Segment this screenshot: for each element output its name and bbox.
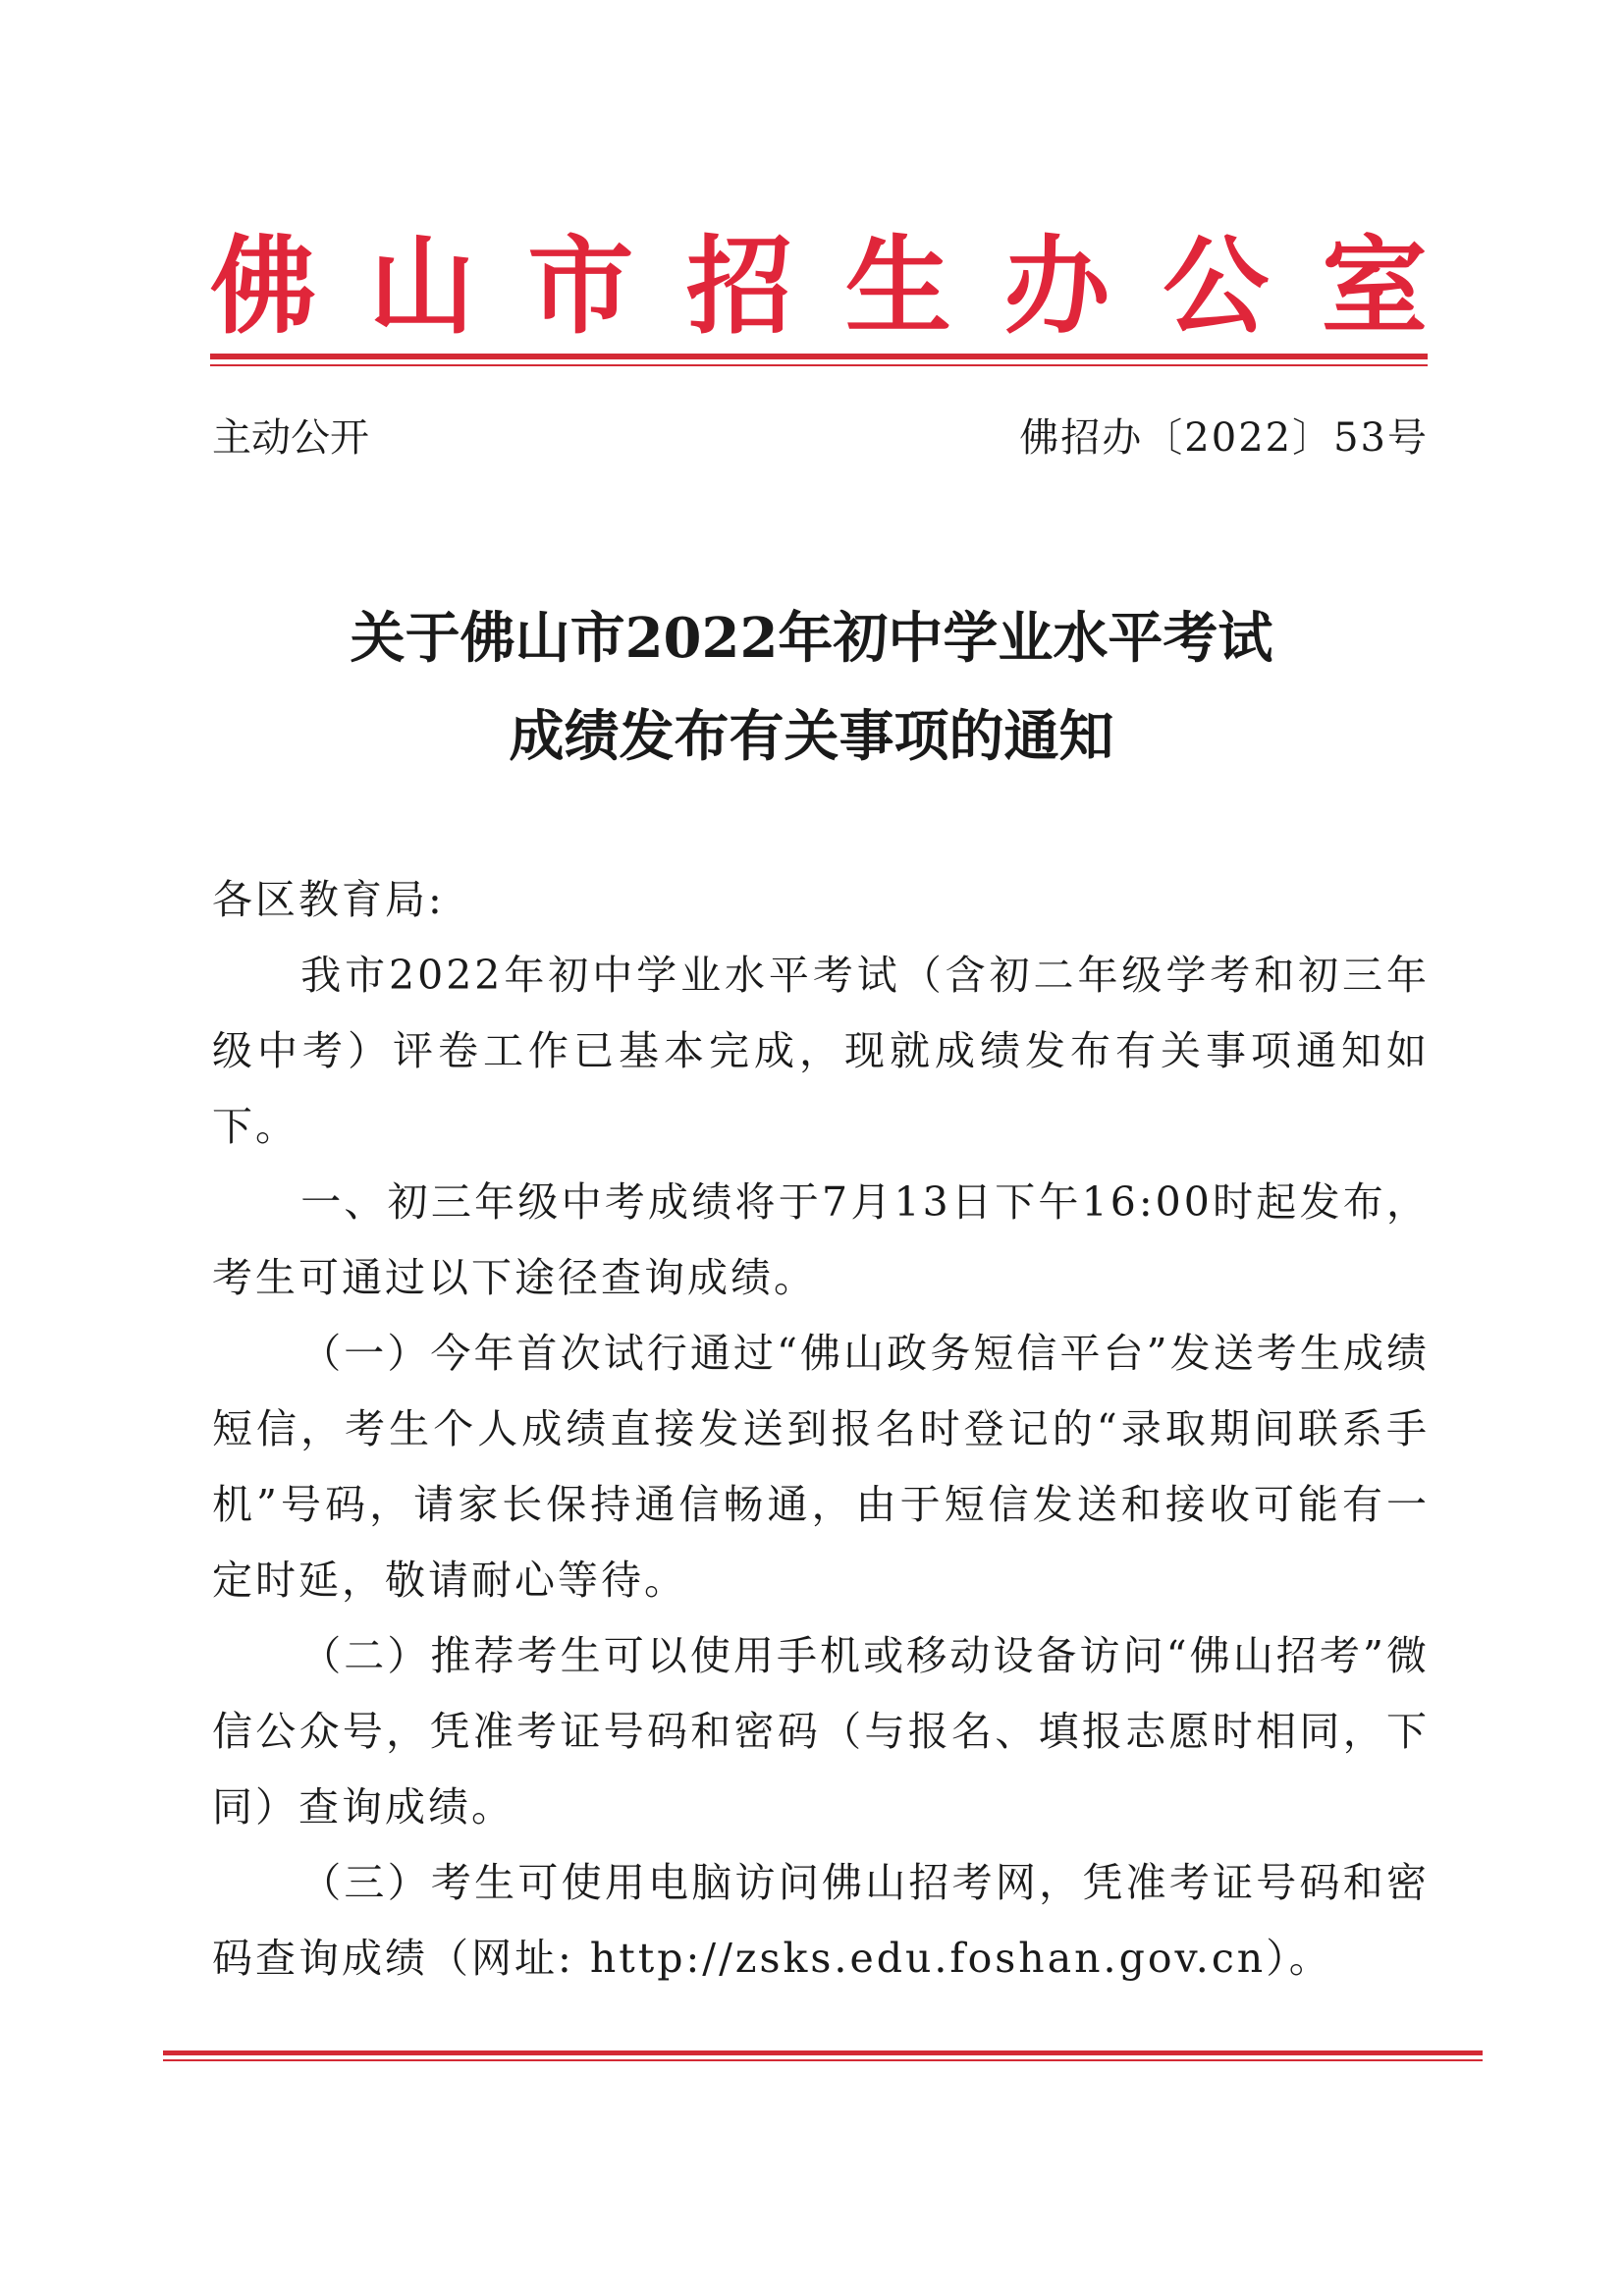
masthead-char: 公 bbox=[1163, 225, 1270, 349]
body-paragraph: 一、初三年级中考成绩将于7月13日下午16:00时起发布，考生可通过以下途径查询成绩。 bbox=[212, 1178, 1430, 1301]
masthead-char: 室 bbox=[1321, 225, 1428, 349]
document-number: 佛招办〔2022〕53号 bbox=[1019, 415, 1429, 461]
masthead-char: 市 bbox=[527, 225, 634, 349]
body-paragraph: （二）推荐考生可以使用手机或移动设备访问“佛山招考”微信公众号，凭准考证号码和密码（与报名、填报志愿时相同，下同）查询成绩。 bbox=[212, 1632, 1430, 1831]
body-paragraph: （一）今年首次试行通过“佛山政务短信平台”发送考生成绩短信，考生个人成绩直接发送到报名时登记的“录取期间联系手机”号码，请家长保持通信畅通，由于短信发送和接收可能有一定时延，敬请耐心等待。 bbox=[212, 1330, 1430, 1604]
masthead-char: 生 bbox=[844, 225, 951, 349]
masthead-char: 山 bbox=[368, 225, 475, 349]
body-paragraph: （三）考生可使用电脑访问佛山招考网，凭准考证号码和密码查询成绩（网址: http://zsks.edu.foshan.gov.cn）。 bbox=[212, 1859, 1430, 1982]
document-title bbox=[0, 589, 1623, 786]
disclosure-label: 主动公开 bbox=[212, 415, 369, 461]
body-paragraph: 我市2022年初中学业水平考试（含初二年级学考和初三年级中考）评卷工作已基本完成，现就成绩发布有关事项通知如下。 bbox=[212, 952, 1430, 1150]
title-line-2: 成绩发布有关事项的通知 bbox=[509, 704, 1114, 769]
masthead-char: 招 bbox=[686, 225, 793, 349]
header-divider-thin bbox=[210, 364, 1428, 366]
salutation: 各区教育局: bbox=[212, 876, 445, 923]
header-divider bbox=[210, 354, 1428, 366]
document-body bbox=[212, 862, 1430, 1996]
footer-divider-thick bbox=[163, 2050, 1483, 2055]
title-line-1: 关于佛山市2022年初中学业水平考试 bbox=[350, 606, 1273, 671]
issuer-masthead bbox=[210, 225, 1428, 349]
footer-divider-thin bbox=[163, 2059, 1483, 2061]
header-divider-thick bbox=[210, 354, 1428, 359]
masthead-char: 佛 bbox=[210, 225, 317, 349]
footer-divider bbox=[163, 2050, 1483, 2061]
masthead-char: 办 bbox=[1003, 225, 1110, 349]
